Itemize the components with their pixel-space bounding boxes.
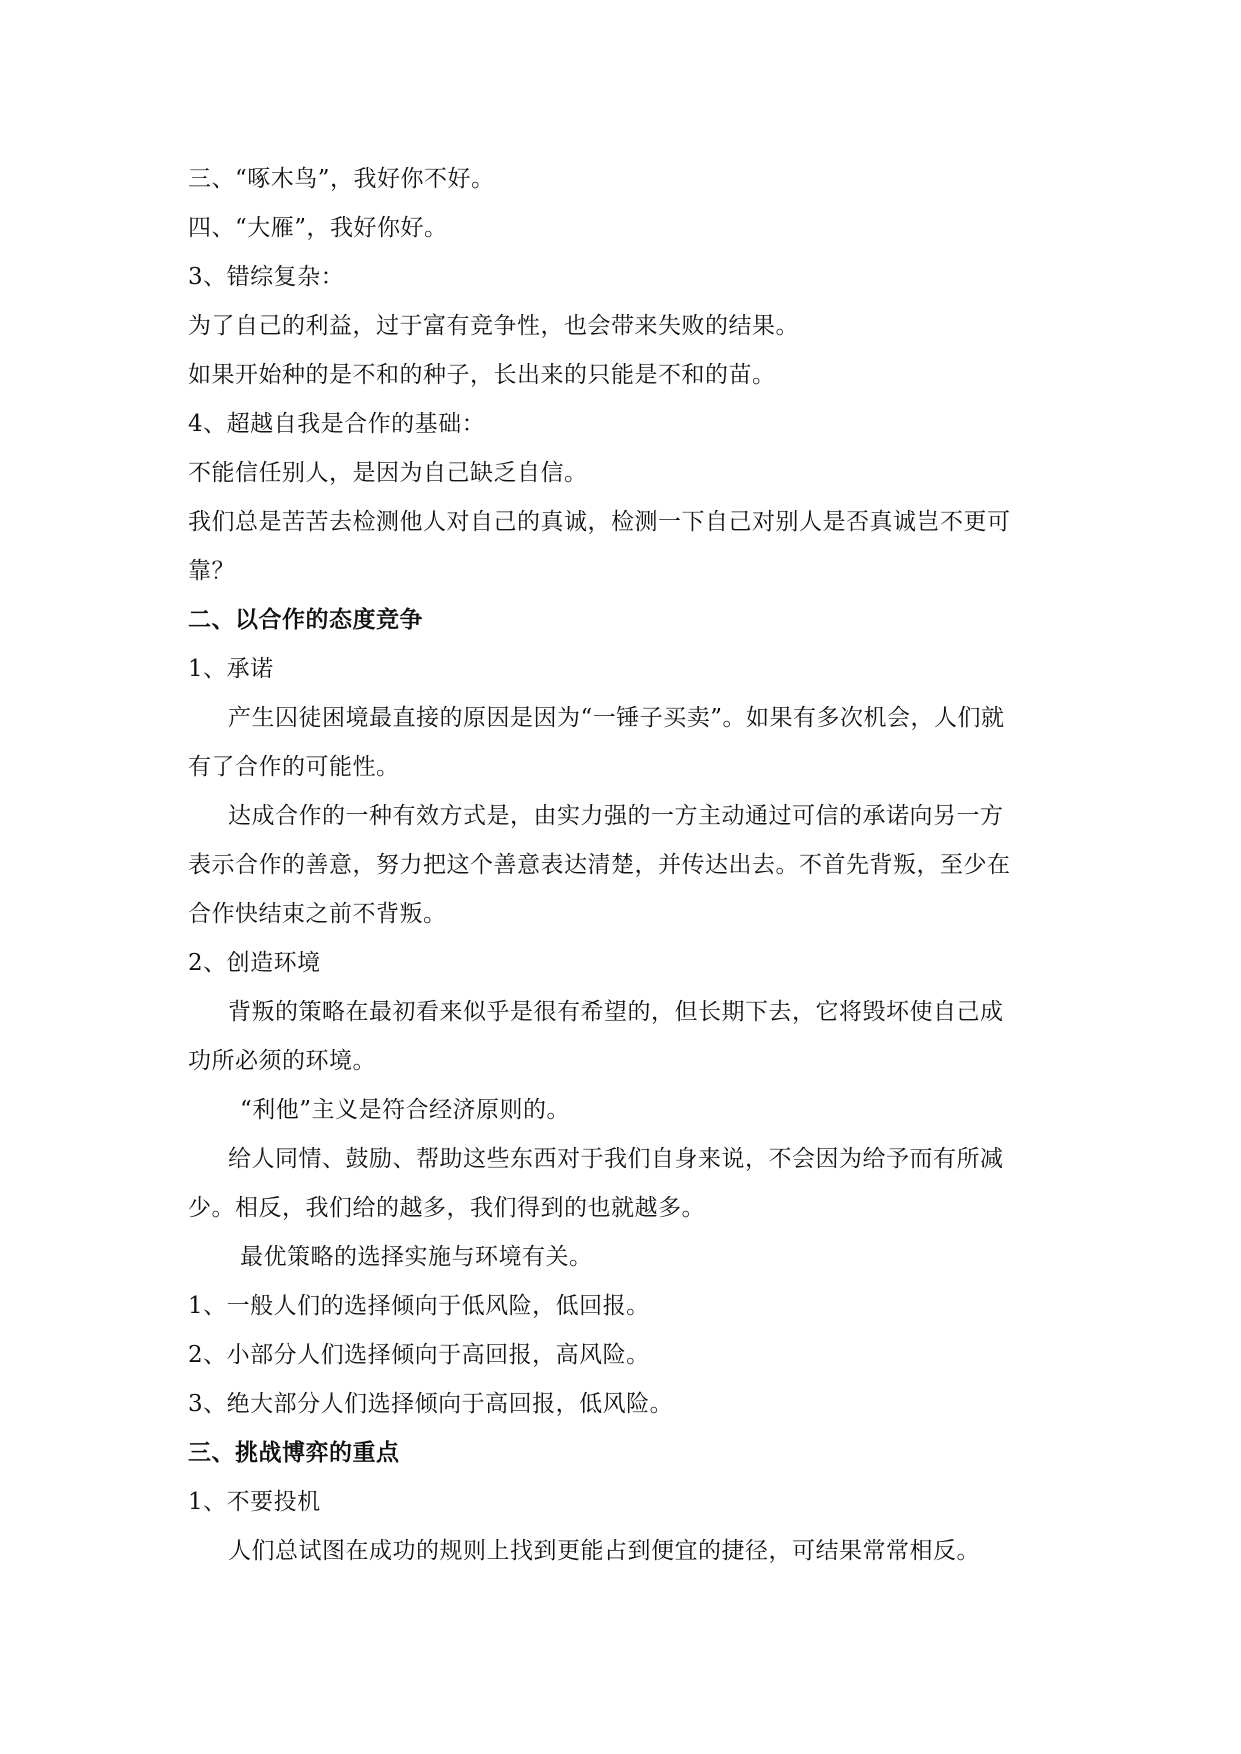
list-item: 3、绝大部分人们选择倾向于高回报，低风险。 [188,1391,674,1417]
text-line: 人们总试图在成功的规则上找到更能占到便宜的捷径，可结果常常相反。 [228,1538,980,1564]
text-line: 为了自己的利益，过于富有竞争性，也会带来失败的结果。 [188,313,799,339]
text-line: 给人同情、鼓励、帮助这些东西对于我们自身来说，不会因为给予而有所减 [228,1146,1004,1172]
text-line: 不能信任别人，是因为自己缺乏自信。 [188,460,588,486]
section-heading: 三、挑战博弈的重点 [188,1440,400,1466]
document-body [188,155,1058,1576]
section-heading: 二、以合作的态度竞争 [188,607,423,633]
text-line: 表示合作的善意，努力把这个善意表达清楚，并传达出去。不首先背叛，至少在 [188,852,1011,878]
text-line: 合作快结束之前不背叛。 [188,901,447,927]
text-line: 产生囚徒困境最直接的原因是因为“一锤子买卖”。如果有多次机会，人们就 [228,705,1005,731]
text-line: 三、“啄木鸟”，我好你不好。 [188,166,495,192]
text-line: 最优策略的选择实施与环境有关。 [240,1244,593,1270]
text-line: 四、“大雁”，我好你好。 [188,215,448,241]
text-line: 靠？ [188,558,235,584]
text-line: 少。相反，我们给的越多，我们得到的也就越多。 [188,1195,705,1221]
list-item: 1、一般人们的选择倾向于低风险，低回报。 [188,1293,650,1319]
text-line: 我们总是苦苦去检测他人对自己的真诚，检测一下自己对别人是否真诚岂不更可 [188,509,1011,535]
text-line: 达成合作的一种有效方式是，由实力强的一方主动通过可信的承诺向另一方 [228,803,1004,829]
text-line: 3、错综复杂： [188,264,345,290]
text-line: 4、超越自我是合作的基础： [188,411,486,437]
list-item: 2、小部分人们选择倾向于高回报，高风险。 [188,1342,650,1368]
text-line: 有了合作的可能性。 [188,754,400,780]
text-line: 功所必须的环境。 [188,1048,376,1074]
subsection-heading: 1、不要投机 [188,1489,321,1515]
text-line: “利他”主义是符合经济原则的。 [240,1097,571,1123]
text-line: 背叛的策略在最初看来似乎是很有希望的，但长期下去，它将毁坏使自己成 [228,999,1004,1025]
subsection-heading: 1、承诺 [188,656,274,682]
text-line: 如果开始种的是不和的种子，长出来的只能是不和的苗。 [188,362,776,388]
subsection-heading: 2、创造环境 [188,950,321,976]
